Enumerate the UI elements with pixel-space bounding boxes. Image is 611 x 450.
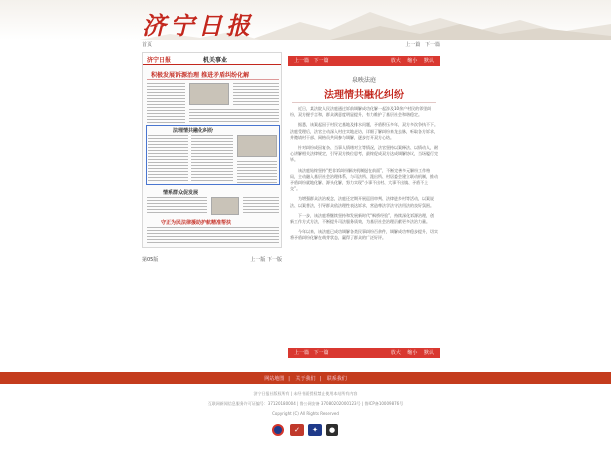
article-paragraph: 为增强群众法治观念，法庭还定期开展巡回审判、法律进乡村等活动，以案说法、以案普法，引导群众依法理性表达诉求，营造尊法学法守法用法的良好氛围。 [290,196,434,208]
article-text-block [148,135,188,183]
page-section-name: 机关事业 [203,57,228,64]
article-body [290,106,438,342]
page-preview-panel [142,52,282,264]
default-size-button[interactable]: 默认 [423,58,434,64]
newspaper-page-image[interactable] [142,52,282,248]
report-badge-icon[interactable]: ✦ [308,424,322,436]
page-headline[interactable]: 法理情共融化纠纷 [173,128,214,134]
article-panel [288,56,440,360]
zoom-in-button[interactable]: 放大 [390,350,401,356]
article-text-block [243,197,279,215]
newspaper-logo[interactable]: 济宁日报 [142,11,254,40]
next-article-link[interactable]: 下一篇 [424,42,440,48]
article-paragraph: 针对纠纷成因复杂、当事人情绪对立等情况，法官坚持以案释法、以情动人，耐心讲解相关法律规定，引导双方换位思考，最终促成双方达成调解协议，当场履行完毕。 [290,145,438,163]
page-headline[interactable]: 情系群众促发展 [163,190,199,196]
zoom-in-button[interactable]: 放大 [390,58,401,64]
police-badge-icon[interactable] [272,424,284,436]
page-number: 第05版 [142,257,159,263]
article-toolbar-bottom [288,348,440,358]
next-article-button[interactable]: 下一篇 [313,350,329,356]
page-footer [142,256,282,265]
article-pager-top [286,41,440,50]
article-text-block [147,83,185,123]
verify-badge-icon[interactable]: ● [326,424,338,436]
article-text-block [237,161,277,183]
article-text-block [147,197,207,215]
divider [147,79,279,80]
page-headline[interactable]: 积极发展诉源治理 推进矛盾纠纷化解 [151,72,250,79]
home-link[interactable]: 首页 [142,42,153,48]
prev-article-link[interactable]: 上一篇 [405,42,421,48]
page-paper-name: 济宁日报 [147,57,172,64]
default-size-button[interactable]: 默认 [423,350,434,356]
article-section: 泉映法庭 [351,77,376,84]
article-paragraph: 今年以来，该法庭已成功调解各类民事纠纷百余件，调解成功率稳步提升，切实将矛盾纠纷化解在萌芽状态，赢得了群众的广泛好评。 [290,229,438,241]
article-paragraph: 近日，某法院人民法庭通过诉前调解成功化解一起涉及10余户村民的邻里纠纷，双方握手言和，群众满意度明显提升，有力维护了基层社会和谐稳定。 [290,106,432,118]
trust-badge-icon[interactable]: ✓ [290,424,304,436]
article-text-block [189,109,279,123]
article-text-block [147,227,279,245]
divider [292,102,436,103]
page-photo [211,197,239,215]
certification-badges [272,424,340,438]
page-headline[interactable]: 守正为民法律援助护航精准帮扶 [161,220,232,226]
page-photo [237,135,277,157]
zoom-out-button[interactable]: 缩小 [407,350,418,356]
article-text-block [233,83,279,105]
zoom-out-button[interactable]: 缩小 [407,58,418,64]
article-toolbar-top [288,56,440,66]
copyright-line: Copyright (C) All Rights Reserved [272,411,339,416]
footer-link-about[interactable]: 关于我们 [295,376,316,382]
masthead-banner [0,0,611,40]
mountain-landscape-icon [0,0,611,40]
article-text-block [191,135,233,183]
article-paragraph: 下一步，该法庭将继续坚持和发展新时代“枫桥经验”，持续深化诉源治理，创新工作方式方法，不断提升司法服务质效，为基层社会治理贡献更多法治力量。 [290,212,435,225]
prev-article-button[interactable]: 上一篇 [294,350,310,356]
footer-link-contact[interactable]: 联系我们 [326,376,347,382]
article-title: 法理情共融化纠纷 [324,90,404,101]
next-page-link[interactable]: 下一版 [266,257,282,263]
license-info: 互联网新闻信息服务许可证编号：37120180004 | 鲁公网安备 37080202000123号 | 鲁ICP备10009876号 [207,401,404,406]
page-photo [189,83,229,105]
article-paragraph: 据悉，该案起因于村民宅基地及排水问题，矛盾积压多年，双方多次争执不下。法庭受理后，法官主动深入村庄实地走访，详细了解纠纷来龙去脉，听取各方诉求，并邀请村干部、网格员共同参与调解，逐步打开双方心结。 [290,122,438,140]
prev-page-link[interactable]: 上一版 [250,257,266,263]
prev-article-button[interactable]: 上一篇 [294,58,310,64]
footer-link-sitemap[interactable]: 网站地图 [264,376,285,382]
footer-nav: 网站地图 | 关于我们 | 联系我们 [264,376,347,382]
page-header [143,53,282,65]
article-paragraph: 该法庭始终坚持“把非诉纠纷解决机制挺在前面”，不断完善多元解纷工作格局，主动融入基层社会治理体系，与司法所、派出所、村居委会建立联动机制，推动矛盾纠纷就地化解、源头化解，努力实现“小事不出村、大事不出镇、矛盾不上交”。 [290,167,438,192]
copyright-notice: 济宁日报社版权所有 | 未经书面授权禁止使用本站所有内容 [253,391,358,396]
next-article-button[interactable]: 下一篇 [313,58,329,64]
